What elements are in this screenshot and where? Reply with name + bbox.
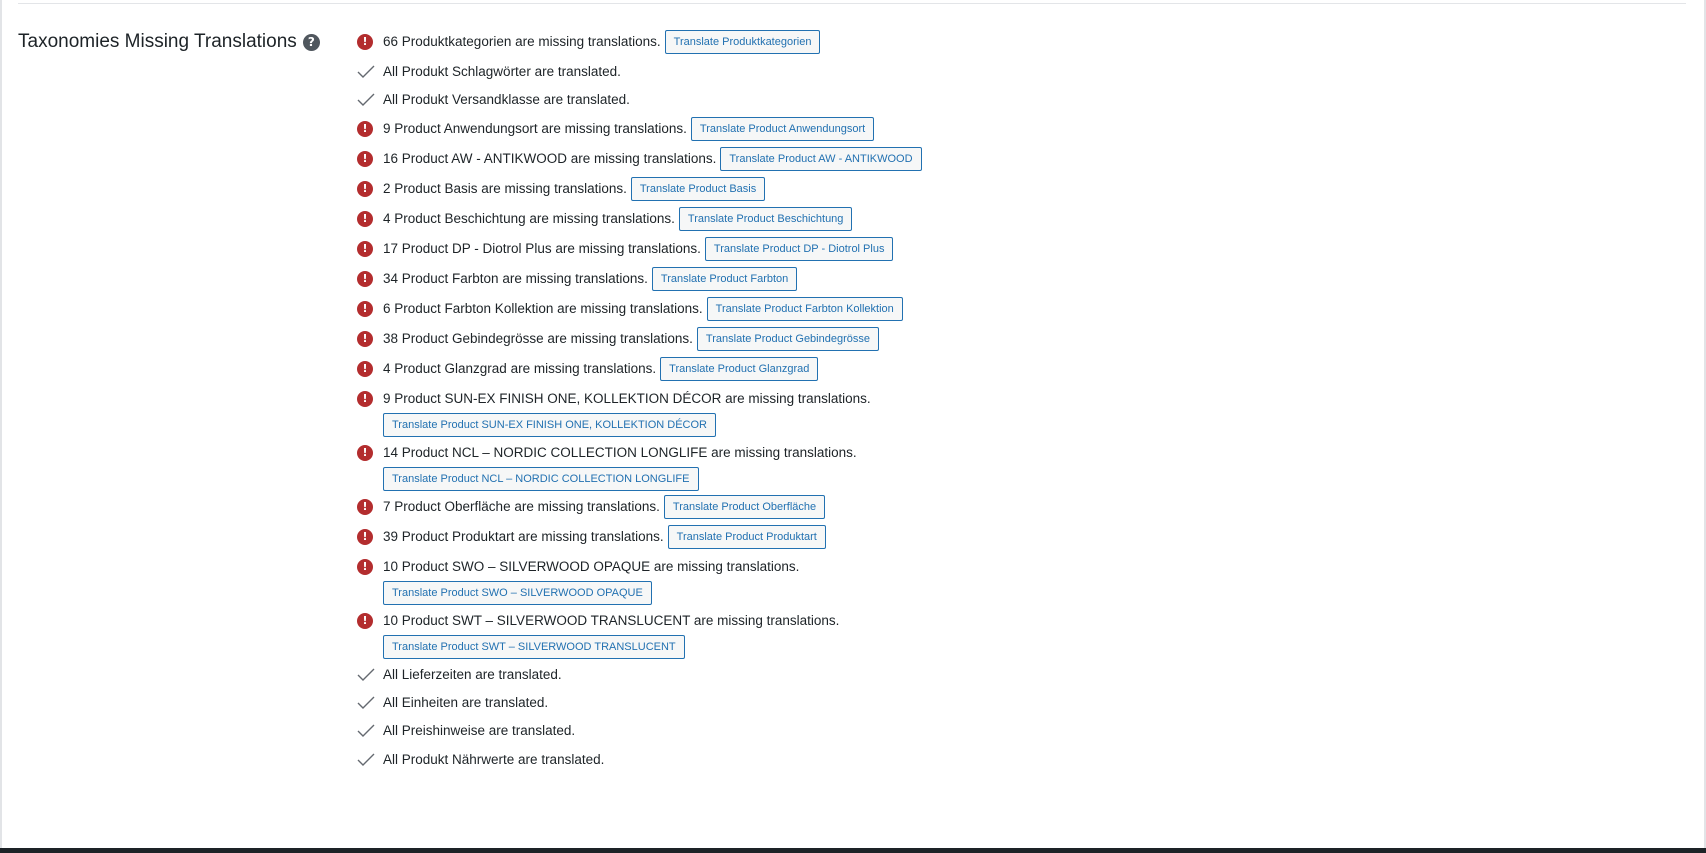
status-row-line xyxy=(357,557,799,577)
status-row xyxy=(357,329,879,349)
exclamation-circle-icon: ! xyxy=(357,181,373,197)
status-message: All Preishinweise are translated. xyxy=(383,723,576,738)
exclamation-circle-icon: ! xyxy=(357,559,373,575)
status-icon-slot xyxy=(357,668,383,682)
status-row xyxy=(357,497,825,517)
status-message: 39 Product Produktart are missing translations. xyxy=(383,529,664,544)
status-row xyxy=(357,62,621,82)
status-row-line xyxy=(357,443,857,463)
translate-button[interactable]: Translate Product Farbton xyxy=(652,267,797,291)
status-row xyxy=(357,179,765,199)
translate-button[interactable]: Translate Product SWO – SILVERWOOD OPAQUE xyxy=(383,581,652,605)
status-row-line xyxy=(357,665,562,685)
status-row xyxy=(357,557,799,605)
status-row-line xyxy=(357,62,621,82)
status-icon-slot xyxy=(357,151,383,167)
status-row-line xyxy=(357,329,879,349)
translate-button[interactable]: Translate Product Oberfläche xyxy=(664,495,825,519)
status-icon-slot xyxy=(357,529,383,545)
status-icon-slot xyxy=(357,696,383,710)
status-message: 66 Produktkategorien are missing translations. xyxy=(383,34,661,49)
status-row-line xyxy=(357,299,903,319)
status-message: 10 Product SWT – SILVERWOOD TRANSLUCENT are missing translations. xyxy=(383,613,840,628)
translate-button[interactable]: Translate Produktkategorien xyxy=(665,30,821,54)
status-message: 4 Product Glanzgrad are missing translations. xyxy=(383,361,657,376)
status-row xyxy=(357,209,852,229)
status-row-line xyxy=(357,269,797,289)
status-row-line xyxy=(357,721,575,741)
status-icon-slot xyxy=(357,499,383,515)
translate-button[interactable]: Translate Product Glanzgrad xyxy=(660,357,818,381)
status-row xyxy=(357,611,839,659)
status-message: All Einheiten are translated. xyxy=(383,695,549,710)
checkmark-icon xyxy=(357,93,375,107)
exclamation-circle-icon: ! xyxy=(357,499,373,515)
status-row xyxy=(357,269,797,289)
status-message: 4 Product Beschichtung are missing translations. xyxy=(383,211,675,226)
exclamation-circle-icon: ! xyxy=(357,241,373,257)
checkmark-icon xyxy=(357,65,375,79)
exclamation-circle-icon: ! xyxy=(357,121,373,137)
status-icon-slot xyxy=(357,271,383,287)
translate-button[interactable]: Translate Product NCL – NORDIC COLLECTION LONGLIFE xyxy=(383,467,699,491)
status-message: 6 Product Farbton Kollektion are missing translations. xyxy=(383,301,703,316)
status-row-line xyxy=(357,527,826,547)
status-message: 14 Product NCL – NORDIC COLLECTION LONGLIFE are missing translations. xyxy=(383,445,857,460)
status-row xyxy=(357,721,575,741)
status-message: All Produkt Nährwerte are translated. xyxy=(383,752,605,767)
status-message: 7 Product Oberfläche are missing translations. xyxy=(383,499,660,514)
status-row xyxy=(357,299,903,319)
section-title: Taxonomies Missing Translations xyxy=(18,31,297,52)
status-row-line xyxy=(357,750,604,770)
status-row-line xyxy=(357,149,922,169)
exclamation-circle-icon: ! xyxy=(357,361,373,377)
status-message: 17 Product DP - Diotrol Plus are missing translations. xyxy=(383,241,701,256)
status-row xyxy=(357,750,604,770)
status-row xyxy=(357,693,548,713)
status-row-line xyxy=(357,359,818,379)
exclamation-circle-icon: ! xyxy=(357,613,373,629)
status-icon-slot xyxy=(357,724,383,738)
status-icon-slot xyxy=(357,181,383,197)
status-message: All Lieferzeiten are translated. xyxy=(383,667,562,682)
status-row-line xyxy=(357,32,820,52)
translate-button[interactable]: Translate Product SUN-EX FINISH ONE, KOLLEKTION DÉCOR xyxy=(383,413,716,437)
status-row xyxy=(357,665,562,685)
status-icon-slot xyxy=(357,301,383,317)
exclamation-circle-icon: ! xyxy=(357,391,373,407)
status-icon-slot xyxy=(357,559,383,575)
status-row-line xyxy=(357,389,871,409)
status-row xyxy=(357,149,922,169)
status-row-line xyxy=(357,497,825,517)
status-row xyxy=(357,90,630,110)
exclamation-circle-icon: ! xyxy=(357,529,373,545)
exclamation-circle-icon: ! xyxy=(357,271,373,287)
translate-button[interactable]: Translate Product DP - Diotrol Plus xyxy=(705,237,894,261)
section-divider xyxy=(18,3,1686,4)
exclamation-circle-icon: ! xyxy=(357,211,373,227)
exclamation-circle-icon: ! xyxy=(357,34,373,50)
status-icon-slot xyxy=(357,65,383,79)
status-message: All Produkt Versandklasse are translated. xyxy=(383,92,630,107)
status-message: 34 Product Farbton are missing translations. xyxy=(383,271,648,286)
status-icon-slot xyxy=(357,241,383,257)
status-icon-slot xyxy=(357,34,383,50)
status-row xyxy=(357,527,826,547)
status-row-line xyxy=(357,239,893,259)
status-icon-slot xyxy=(357,331,383,347)
status-message: 9 Product Anwendungsort are missing translations. xyxy=(383,121,687,136)
translate-button[interactable]: Translate Product Produktart xyxy=(668,525,826,549)
status-icon-slot xyxy=(357,211,383,227)
translate-button[interactable]: Translate Product Anwendungsort xyxy=(691,117,874,141)
status-row xyxy=(357,359,818,379)
status-row xyxy=(357,443,857,491)
status-row xyxy=(357,119,874,139)
status-row-line xyxy=(357,90,630,110)
checkmark-icon xyxy=(357,696,375,710)
status-message: All Produkt Schlagwörter are translated. xyxy=(383,64,621,79)
status-icon-slot xyxy=(357,121,383,137)
status-row xyxy=(357,389,871,437)
status-icon-slot xyxy=(357,613,383,629)
status-message: 2 Product Basis are missing translations. xyxy=(383,181,627,196)
help-icon[interactable]: ? xyxy=(303,34,320,51)
translate-button[interactable]: Translate Product Gebindegrösse xyxy=(697,327,879,351)
checkmark-icon xyxy=(357,724,375,738)
status-row-line xyxy=(357,611,839,631)
translate-button[interactable]: Translate Product SWT – SILVERWOOD TRANSLUCENT xyxy=(383,635,685,659)
status-message: 9 Product SUN-EX FINISH ONE, KOLLEKTION DÉCOR are missing translations. xyxy=(383,391,871,406)
panel-left-border xyxy=(0,0,2,853)
status-row-line xyxy=(357,209,852,229)
translate-button[interactable]: Translate Product AW - ANTIKWOOD xyxy=(720,147,921,171)
exclamation-circle-icon: ! xyxy=(357,301,373,317)
checkmark-icon xyxy=(357,668,375,682)
translate-button[interactable]: Translate Product Basis xyxy=(631,177,765,201)
exclamation-circle-icon: ! xyxy=(357,331,373,347)
status-row xyxy=(357,32,820,52)
section-heading xyxy=(18,29,320,55)
status-icon-slot xyxy=(357,361,383,377)
exclamation-circle-icon: ! xyxy=(357,445,373,461)
status-message: 16 Product AW - ANTIKWOOD are missing translations. xyxy=(383,151,717,166)
status-icon-slot xyxy=(357,753,383,767)
status-icon-slot xyxy=(357,445,383,461)
status-row-line xyxy=(357,693,548,713)
translate-button[interactable]: Translate Product Farbton Kollektion xyxy=(707,297,903,321)
translate-button[interactable]: Translate Product Beschichtung xyxy=(679,207,853,231)
checkmark-icon xyxy=(357,753,375,767)
status-icon-slot xyxy=(357,93,383,107)
status-row-line xyxy=(357,119,874,139)
status-row xyxy=(357,239,893,259)
bottom-edge xyxy=(0,848,1706,853)
status-message: 38 Product Gebindegrösse are missing translations. xyxy=(383,331,693,346)
status-icon-slot xyxy=(357,391,383,407)
status-row-line xyxy=(357,179,765,199)
status-message: 10 Product SWO – SILVERWOOD OPAQUE are missing translations. xyxy=(383,559,800,574)
exclamation-circle-icon: ! xyxy=(357,151,373,167)
